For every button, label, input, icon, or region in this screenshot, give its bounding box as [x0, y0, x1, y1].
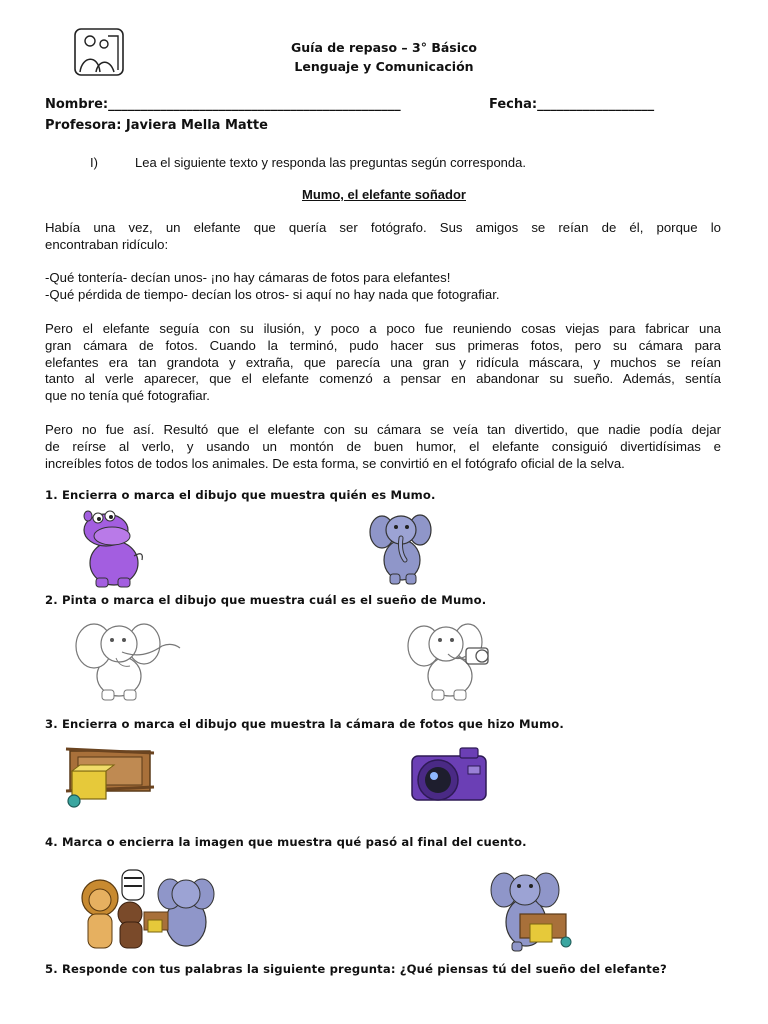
story-title: Mumo, el elefante soñador	[302, 187, 466, 202]
elephant-camera-final-option-image[interactable]	[482, 866, 574, 954]
purple-camera-option-image[interactable]	[406, 742, 490, 808]
story-line: gran cámara de fotos. Cuando la terminó, pudo hacer sus primeras fotos, pero su cámara para	[45, 337, 721, 353]
story-line: encontraban ridículo:	[45, 236, 169, 252]
name-field-label: Nombre:_____________________________________________	[45, 97, 401, 112]
story-line: que no tenía qué fotografiar.	[45, 388, 210, 404]
story-line: increíbles fotos de todos los animales. De esta forma, se convirtió en el fotógrafo oficial de la selva.	[45, 455, 625, 471]
teacher-label: Profesora: Javiera Mella Matte	[45, 118, 268, 133]
question-4: 4. Marca o encierra la imagen que muestra qué pasó al final del cuento.	[45, 835, 527, 849]
question-1: 1. Encierra o marca el dibujo que muestra quién es Mumo.	[45, 488, 436, 502]
story-line: Pero el elefante seguía con su ilusión, y poco a poco fue reuniendo cosas viejas para fabricar una	[45, 321, 721, 336]
instruction-number: I)	[90, 155, 98, 170]
story-paragraph-3	[45, 321, 721, 405]
story-line: Había una vez, un elefante que quería ser fotógrafo. Sus amigos se reían de él, porque lo	[45, 220, 721, 235]
elephant-option-image[interactable]	[368, 508, 432, 586]
instruction-text: Lea el siguiente texto y responda las preguntas según corresponda.	[135, 155, 526, 170]
page-title: Guía de repaso – 3° Básico	[291, 40, 477, 55]
page-subtitle: Lenguaje y Comunicación	[294, 59, 474, 74]
story-paragraph-1	[45, 220, 721, 254]
date-field-label: Fecha:__________________	[489, 97, 655, 112]
animals-group-option-image[interactable]	[78, 866, 218, 952]
handmade-camera-option-image[interactable]	[60, 745, 158, 813]
hippo-option-image[interactable]	[76, 508, 146, 588]
story-line: de reírse al verlo, y usando un montón de buen humor, el elefante consiguió divertidísimas e	[45, 438, 721, 454]
story-line: -Qué tontería- decían unos- ¡no hay cámaras de fotos para elefantes!	[45, 270, 451, 285]
story-line: elefantes era tan grandota y extraña, que parecía una gran y ridícula máscara, y muchos se reían	[45, 354, 721, 370]
story-line: -Qué pérdida de tiempo- decían los otros- si aquí no hay nada que fotografiar.	[45, 286, 500, 302]
elephant-with-camera-option-image[interactable]	[404, 614, 500, 704]
story-line: tanto al verle aparecer, que el elefante comenzó a pensar en abandonar su sueño. Además, sentía	[45, 371, 721, 387]
question-2: 2. Pinta o marca el dibujo que muestra cuál es el sueño de Mumo.	[45, 593, 487, 607]
elephant-outline-option-image[interactable]	[64, 614, 184, 704]
question-3: 3. Encierra o marca el dibujo que muestra la cámara de fotos que hizo Mumo.	[45, 717, 564, 731]
story-line: Pero no fue así. Resultó que el elefante con su cámara se veía tan divertido, que nadie podía dejar	[45, 422, 721, 437]
story-paragraph-4	[45, 422, 721, 472]
story-paragraph-2	[45, 270, 721, 304]
question-5: 5. Responde con tus palabras la siguiente pregunta: ¿Qué piensas tú del sueño del elefante?	[45, 962, 667, 976]
